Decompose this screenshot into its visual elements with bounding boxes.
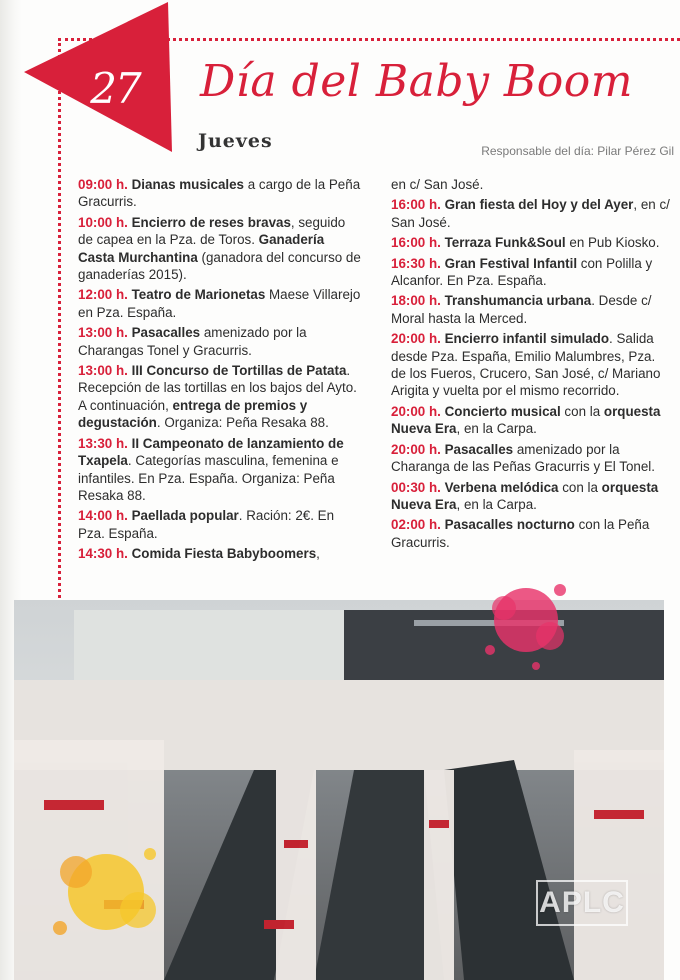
event-name: Encierro de reses bravas: [131, 214, 291, 230]
event-details: amenizado por la Charanga de las Peñas Gracurris y El Tonel.: [391, 441, 655, 475]
schedule-event: [391, 479, 670, 514]
schedule-event: [78, 545, 362, 562]
schedule-event: [78, 286, 362, 321]
event-time: 13:00 h.: [78, 363, 128, 379]
event-time: 12:00 h.: [78, 287, 128, 303]
event-name: Pasacalles: [131, 325, 201, 341]
event-name: Transhumancia urbana: [444, 293, 592, 309]
day-number: 27: [90, 64, 140, 113]
event-details: Maese Villarejo en Pza. España.: [78, 287, 361, 320]
event-time: 18:00 h.: [391, 293, 441, 309]
event-details-secondary: . Organiza: Peña Resaka 88.: [156, 415, 329, 431]
event-time: 13:00 h.: [78, 325, 128, 341]
event-details-secondary: , en la Carpa.: [456, 496, 537, 512]
schedule-event: [391, 403, 670, 438]
event-name: Comida Fiesta Babyboomers: [131, 546, 317, 562]
event-details: . Ración: 2€. En Pza. España.: [78, 508, 335, 541]
event-time: 16:00 h.: [391, 197, 441, 213]
event-details: con Polilla y Alcanfor. En Pza. España.: [391, 255, 653, 289]
schedule-event: [78, 507, 362, 542]
event-name: Concierto musical: [444, 403, 561, 419]
event-name-secondary: orquesta Nueva Era: [391, 403, 661, 437]
event-name: Dianas musicales: [131, 177, 245, 192]
event-details-secondary: , en la Carpa.: [456, 421, 537, 437]
schedule-event: [78, 435, 362, 505]
event-name-secondary: Ganadería Casta Murchantina: [78, 232, 325, 265]
event-time: 14:00 h.: [78, 508, 128, 524]
event-details: , seguido de capea en la Pza. de Toros.: [78, 214, 346, 248]
event-name: II Campeonato de lanzamiento de Txapela: [78, 435, 344, 469]
event-details: . Salida desde Pza. España, Emilio Malumbres, Pza. de los Fueros, Crucero, San José, c/ Mariano Arigita y vuelta por el mismo recorrido.: [391, 331, 661, 399]
event-details: con la Peña Gracurris.: [391, 517, 650, 550]
event-details: con la: [560, 403, 604, 419]
event-details: amenizado por la Charangas Tonel y Gracurris.: [78, 325, 307, 358]
schedule-event: [391, 196, 670, 231]
event-details: . Categorías masculina, femenina e infantiles. En Pza. España. Organiza: Peña Resaka 88.: [78, 453, 339, 503]
event-name: Teatro de Marionetas: [131, 287, 266, 303]
event-time: 13:30 h.: [78, 435, 128, 451]
event-name: Gran fiesta del Hoy y del Ayer: [444, 197, 634, 213]
event-details: . Desde c/ Moral hasta la Merced.: [391, 293, 652, 326]
event-name: Gran Festival Infantil: [444, 255, 578, 271]
schedule-event: [78, 214, 362, 284]
event-details: a cargo de la Peña Gracurris.: [78, 177, 361, 210]
event-time: 20:00 h.: [391, 441, 441, 457]
schedule-event: [391, 330, 670, 400]
event-time: 16:00 h.: [391, 235, 441, 251]
schedule-event: [391, 441, 670, 476]
event-details-secondary: (ganadora del concurso de ganaderías 2015).: [78, 249, 361, 283]
event-time: 14:30 h.: [78, 546, 128, 562]
event-details: ,: [316, 546, 320, 562]
pink-paint-splash: [476, 568, 576, 678]
event-name: Verbena melódica: [444, 479, 559, 495]
weekday-label: Jueves: [198, 130, 273, 152]
event-details: , en c/ San José.: [391, 197, 670, 230]
event-name: Pasacalles nocturno: [444, 517, 575, 533]
event-details: en Pub Kiosko.: [565, 235, 660, 251]
event-name-secondary: entrega de premios y degustación: [78, 397, 308, 431]
yellow-paint-splash: [40, 832, 170, 952]
event-time: 09:00 h.: [78, 177, 128, 192]
event-time: 02:00 h.: [391, 517, 441, 533]
schedule-event: [78, 324, 362, 359]
event-name: III Concurso de Tortillas de Patata: [131, 363, 347, 379]
event-details: con la: [558, 479, 602, 495]
schedule-right-column: [391, 176, 670, 554]
event-time: 00:30 h.: [391, 479, 441, 495]
schedule-event: [78, 362, 362, 432]
photo-watermark: APLC: [536, 880, 628, 926]
page-title: Día del Baby Boom: [200, 56, 633, 107]
schedule-event: [391, 176, 670, 193]
event-name: Pasacalles: [444, 441, 514, 457]
event-time: 16:30 h.: [391, 255, 441, 271]
event-name: Paellada popular: [131, 508, 239, 524]
event-name: Encierro infantil simulado: [444, 331, 610, 347]
schedule-left-column: [78, 176, 362, 566]
schedule-event: [391, 516, 670, 551]
event-name: Terraza Funk&Soul: [444, 235, 566, 251]
event-details: . Recepción de las tortillas en los bajos del Ayto. A continuación,: [78, 363, 357, 413]
schedule-event: [391, 255, 670, 290]
event-time: 20:00 h.: [391, 331, 441, 347]
schedule-event: [78, 176, 362, 211]
event-continuation: en c/ San José.: [391, 177, 484, 192]
responsible-line: Responsable del día: Pilar Pérez Gil: [481, 144, 674, 158]
event-time: 20:00 h.: [391, 403, 441, 419]
event-time: 10:00 h.: [78, 214, 128, 230]
schedule-event: [391, 292, 670, 327]
schedule-event: [391, 234, 670, 251]
event-name-secondary: orquesta Nueva Era: [391, 479, 659, 512]
